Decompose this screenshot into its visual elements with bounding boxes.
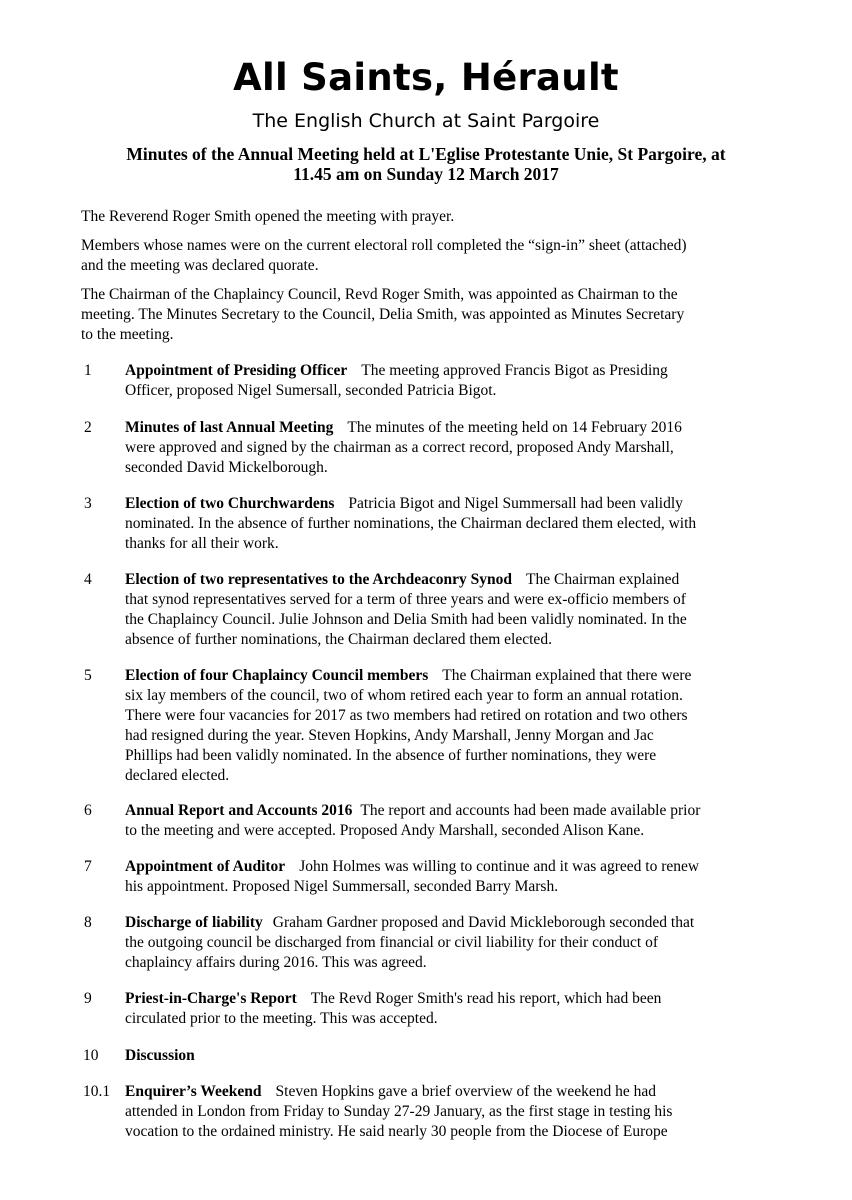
item-heading: Discussion xyxy=(125,1047,195,1064)
item-text: six lay members of the council, two of whom retired each year to form an annual rotation. xyxy=(125,687,683,704)
item-number: 7 xyxy=(84,858,92,875)
item-body xyxy=(125,418,775,478)
item-text: The Revd Roger Smith's read his report, which had been xyxy=(310,990,662,1007)
item-text: to the meeting and were accepted. Proposed Andy Marshall, seconded Alison Kane. xyxy=(125,822,645,839)
intro-paragraph xyxy=(81,207,771,227)
item-number: 6 xyxy=(84,802,92,819)
item-number: 4 xyxy=(84,571,92,588)
item-text: chaplaincy affairs during 2016. This was agreed. xyxy=(125,954,427,971)
item-heading: Discharge of liability xyxy=(125,914,263,931)
paragraph-line: to the meeting. xyxy=(81,326,174,343)
item-heading: Election of two representatives to the Archdeaconry Synod xyxy=(125,571,513,588)
item-number: 10.1 xyxy=(83,1083,111,1100)
item-heading: Enquirer’s Weekend xyxy=(125,1083,262,1100)
item-text: Officer, proposed Nigel Sumersall, seconded Patricia Bigot. xyxy=(125,382,497,399)
item-text: seconded David Mickelborough. xyxy=(125,459,328,476)
intro-paragraph xyxy=(81,236,771,276)
item-text: circulated prior to the meeting. This was accepted. xyxy=(125,1010,438,1027)
item-text: nominated. In the absence of further nominations, the Chairman declared them elected, with xyxy=(125,515,697,532)
item-text: thanks for all their work. xyxy=(125,535,279,552)
paragraph-line: meeting. The Minutes Secretary to the Council, Delia Smith, was appointed as Minutes Secretary xyxy=(81,306,685,323)
item-heading: Appointment of Auditor xyxy=(125,858,286,875)
item-number: 9 xyxy=(84,990,92,1007)
item-number: 1 xyxy=(84,362,92,379)
item-text: Patricia Bigot and Nigel Summersall had been validly xyxy=(348,495,683,512)
item-text: that synod representatives served for a term of three years and were ex-officio members of xyxy=(125,591,686,608)
item-heading: Appointment of Presiding Officer xyxy=(125,362,348,379)
item-text: There were four vacancies for 2017 as two members had retired on rotation and two others xyxy=(125,707,688,724)
minutes-heading-line: Minutes of the Annual Meeting held at L'Eglise Protestante Unie, St Pargoire, at xyxy=(126,144,726,164)
item-body xyxy=(125,1046,775,1066)
item-number: 2 xyxy=(84,419,92,436)
item-text: The report and accounts had been made available prior xyxy=(360,802,701,819)
item-body xyxy=(125,666,775,786)
item-body xyxy=(125,989,775,1029)
document-subtitle: The English Church at Saint Pargoire xyxy=(252,110,600,132)
item-text: declared elected. xyxy=(125,767,230,784)
document-title: All Saints, Hérault xyxy=(233,56,619,99)
item-body xyxy=(125,570,775,650)
item-text: attended in London from Friday to Sunday 27-29 January, as the first stage in testing his xyxy=(125,1103,673,1120)
minutes-heading xyxy=(90,144,762,184)
item-body xyxy=(125,361,775,401)
item-body xyxy=(125,494,775,554)
item-text: Steven Hopkins gave a brief overview of the weekend he had xyxy=(275,1083,656,1100)
item-body xyxy=(125,857,775,897)
item-text: The meeting approved Francis Bigot as Presiding xyxy=(361,362,668,379)
item-text: The Chairman explained that there were xyxy=(442,667,692,684)
minutes-heading-line: 11.45 am on Sunday 12 March 2017 xyxy=(293,164,559,184)
item-number: 8 xyxy=(84,914,92,931)
item-text: the Chaplaincy Council. Julie Johnson and Delia Smith had been validly nominated. In the xyxy=(125,611,687,628)
item-text: were approved and signed by the chairman as a correct record, proposed Andy Marshall, xyxy=(125,439,674,456)
item-body xyxy=(125,913,775,973)
item-heading: Priest-in-Charge's Report xyxy=(125,990,297,1007)
paragraph-line: and the meeting was declared quorate. xyxy=(81,257,319,274)
item-body xyxy=(125,1082,775,1142)
item-heading: Annual Report and Accounts 2016 xyxy=(125,802,353,819)
item-heading: Election of four Chaplaincy Council members xyxy=(125,667,429,684)
item-text: Phillips had been validly nominated. In the absence of further nominations, they were xyxy=(125,747,657,764)
item-number: 5 xyxy=(84,667,92,684)
item-heading: Minutes of last Annual Meeting xyxy=(125,419,334,436)
item-text: the outgoing council be discharged from financial or civil liability for their conduct of xyxy=(125,934,659,951)
item-text: The Chairman explained xyxy=(526,571,680,588)
item-text: vocation to the ordained ministry. He said nearly 30 people from the Diocese of Europe xyxy=(125,1123,668,1140)
paragraph-line: Members whose names were on the current electoral roll completed the “sign-in” sheet (attached) xyxy=(81,237,687,254)
paragraph-line: The Reverend Roger Smith opened the meeting with prayer. xyxy=(81,208,455,225)
item-number: 3 xyxy=(84,495,92,512)
item-text: Graham Gardner proposed and David Mickleborough seconded that xyxy=(272,914,695,931)
intro-paragraph xyxy=(81,285,771,345)
item-text: John Holmes was willing to continue and it was agreed to renew xyxy=(299,858,700,875)
item-text: absence of further nominations, the Chairman declared them elected. xyxy=(125,631,552,648)
paragraph-line: The Chairman of the Chaplaincy Council, Revd Roger Smith, was appointed as Chairman to the xyxy=(81,286,678,303)
item-text: had resigned during the year. Steven Hopkins, Andy Marshall, Jenny Morgan and Jac xyxy=(125,727,654,744)
item-heading: Election of two Churchwardens xyxy=(125,495,335,512)
item-body xyxy=(125,801,775,841)
item-text: his appointment. Proposed Nigel Summersall, seconded Barry Marsh. xyxy=(125,878,559,895)
item-number: 10 xyxy=(83,1047,99,1064)
item-text: The minutes of the meeting held on 14 February 2016 xyxy=(347,419,682,436)
